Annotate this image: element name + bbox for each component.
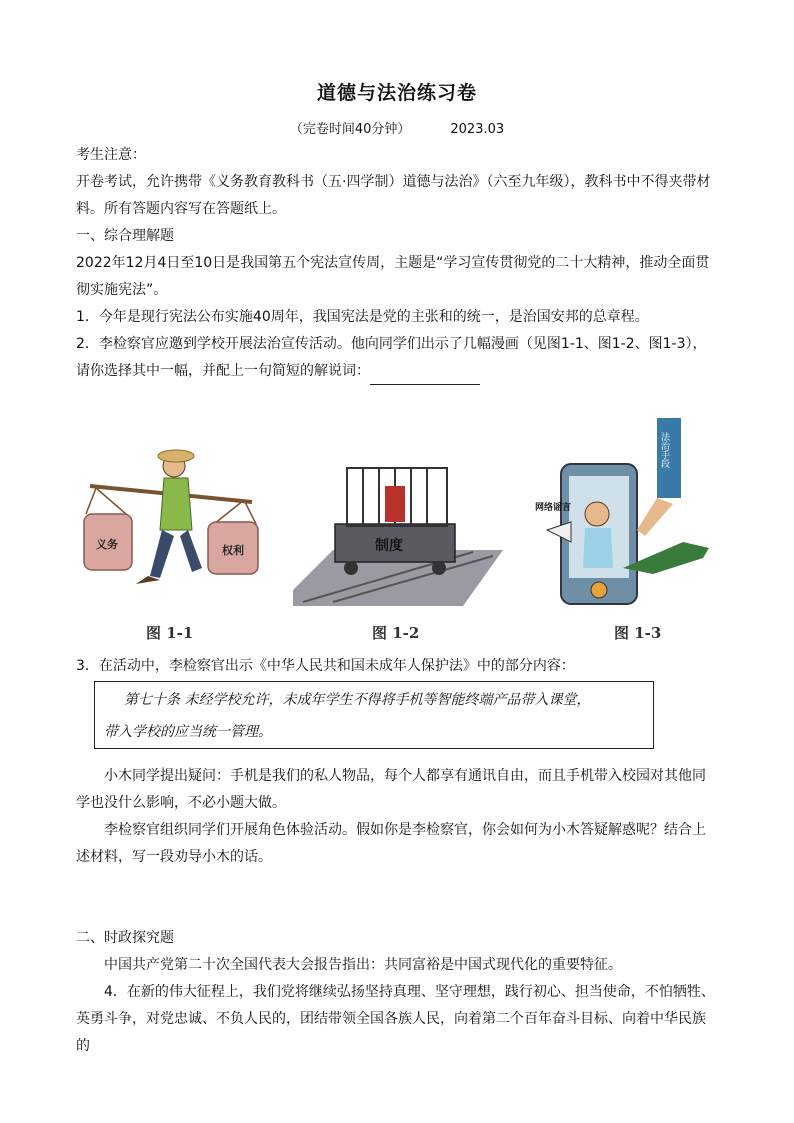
notice-heading: 考生注意： [76, 147, 146, 163]
caged-figure [385, 486, 405, 522]
answer-blank [370, 368, 480, 385]
exam-date: 2023.03 [450, 122, 505, 137]
notice-body: 开卷考试，允许携带《义务教育教科书（五·四学制）道德与法治》（六至九年级），教科书中不得夹带材料。所有答题内容写在答题纸上。 [76, 174, 711, 217]
figure-1-3-illustration [533, 418, 717, 608]
question-1: 1．今年是现行宪法公布实施40周年，我国宪法是党的主张和的统一，是治国安邦的总章程。 [76, 309, 649, 325]
law-quote-line-2: 带入学校的应当统一管理。 [104, 724, 272, 740]
question-2 [76, 331, 718, 385]
figure-1-1-label-duty: 义务 [96, 539, 118, 551]
question-4: 4．在新的伟大征程上，我们党将继续弘扬坚持真理、坚守理想，践行初心、担当使命，不怕牺牲、英勇斗争，对党忠诚、不负人民的，团结带领全国各族人民，向着第二个百年奋斗目标、向着中华民族的 [76, 984, 715, 1054]
figure-1-1-caption: 图 1-1 [146, 624, 194, 642]
law-quote-line-1: 第七十条 未经学校允许，未成年学生不得将手机等智能终端产品带入课堂， [124, 692, 591, 708]
section2-intro: 中国共产党第二十次全国代表大会报告指出：共同富裕是中国式现代化的重要特征。 [104, 957, 622, 973]
figure-1-2-label-system: 制度 [375, 537, 403, 553]
question-3: 3．在活动中，李检察官出示《中华人民共和国未成年人保护法》中的部分内容： [76, 658, 575, 674]
subtitle [0, 118, 794, 137]
figure-1-3-caption: 图 1-3 [614, 624, 662, 642]
question-2-text: 2．李检察官应邀到学校开展法治宣传活动。他向同学们出示了几幅漫画（见图1-1、图1-2、图1-3），请你选择其中一幅，并配上一句简短的解说词： [76, 336, 707, 379]
figure-1-2-caption: 图 1-2 [372, 624, 420, 642]
figure-1-3-label-law: 法治手段 [660, 432, 670, 468]
figure-1-1-illustration [76, 436, 266, 606]
figure-1-2-illustration [293, 440, 503, 606]
figure-1-3-label-rumor: 网络谣言 [535, 502, 572, 512]
student-question-paragraph: 小木同学提出疑问：手机是我们的私人物品，每个人都享有通讯自由，而且手机带入校园对其他同学也没什么影响，不必小题大做。 [76, 768, 706, 811]
task-paragraph: 李检察官组织同学们开展角色体验活动。假如你是李检察官，你会如何为小木答疑解惑呢？结合上述材料，写一段劝导小木的话。 [76, 822, 706, 865]
section2-heading: 二、时政探究题 [76, 930, 174, 946]
figure-1-1-label-right: 权利 [222, 545, 244, 557]
section1-intro: 2022年12月4日至10日是我国第五个宪法宣传周，主题是“学习宣传贯彻党的二十大精神，推动全面贯彻实施宪法”。 [76, 255, 710, 298]
time-note: （完卷时间40分钟） [289, 122, 411, 137]
section1-heading: 一、综合理解题 [76, 228, 174, 244]
page-title: 道德与法治练习卷 [316, 82, 477, 104]
